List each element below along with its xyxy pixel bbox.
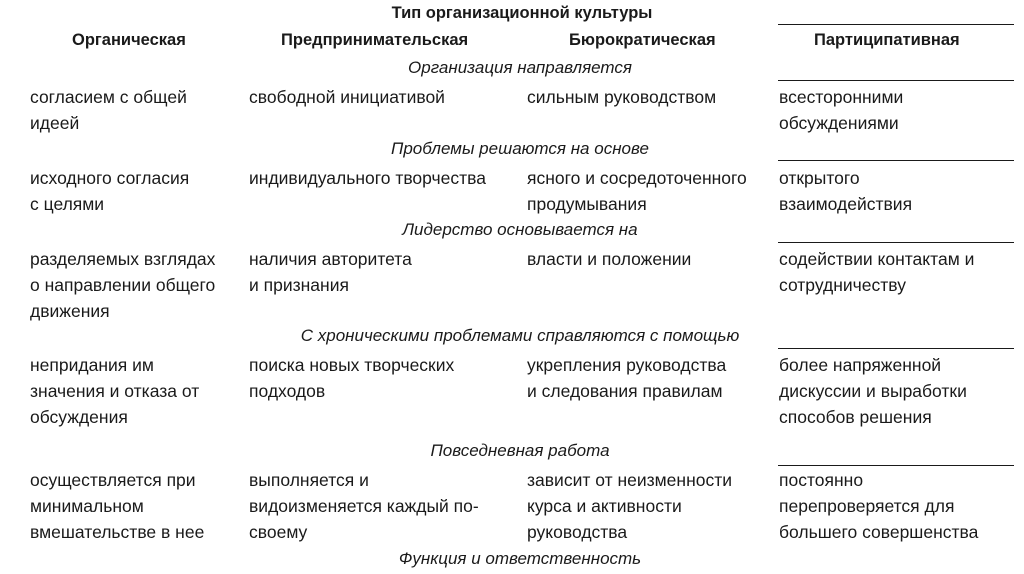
table-cell: содействии контактам и сотрудничеству [779, 249, 975, 295]
table-cell: открытого взаимодействия [779, 168, 913, 214]
table-cell: свободной инициативой [249, 87, 445, 107]
table-cell: осуществляется при минимальном вмешательстве в нее [30, 470, 205, 542]
table-cell: постоянно перепроверяется для большего совершенства [779, 470, 979, 542]
divider [778, 160, 1014, 161]
table-cell: исходного согласия с целями [30, 168, 190, 214]
table-title: Тип организационной культуры [391, 4, 653, 22]
table-cell: индивидуального творчества [249, 168, 486, 188]
section-heading: Лидерство основывается на [402, 220, 638, 239]
table-cell: поиска новых творческих подходов [249, 355, 455, 401]
table-cell: власти и положении [527, 249, 692, 269]
table-cell: непридания им значения и отказа от обсуждения [30, 355, 200, 427]
section-heading: Функция и ответственность [398, 549, 642, 568]
section-heading: Организация направляется [408, 58, 632, 77]
table-cell: всесторонними обсуждениями [779, 87, 904, 133]
divider [778, 348, 1014, 349]
divider [778, 24, 1014, 25]
divider [778, 465, 1014, 466]
column-header-participative: Партиципативная [814, 31, 960, 49]
table-cell: зависит от неизменности курса и активности руководства [527, 470, 733, 542]
section-heading: С хроническими проблемами справляются с помощью [300, 326, 740, 345]
divider [778, 80, 1014, 81]
table-cell: разделяемых взглядах о направлении общего движения [30, 249, 216, 321]
table-cell: укрепления руководства и следования правилам [527, 355, 727, 401]
column-header-entrepreneurial: Предпринимательская [281, 31, 469, 49]
column-header-bureaucratic: Бюрократическая [569, 31, 716, 49]
table-cell: более напряженной дискуссии и выработки способов решения [779, 355, 967, 427]
column-header-organic: Органическая [72, 31, 186, 49]
table-cell: наличия авторитета и признания [249, 249, 412, 295]
divider [778, 242, 1014, 243]
table-cell: сильным руководством [527, 87, 717, 107]
table-cell: ясного и сосредоточенного продумывания [527, 168, 747, 214]
table-cell: согласием с общей идеей [30, 87, 187, 133]
section-heading: Проблемы решаются на основе [391, 139, 649, 158]
section-heading: Повседневная работа [430, 441, 610, 460]
table-cell: выполняется и видоизменяется каждый по- своему [249, 470, 479, 542]
